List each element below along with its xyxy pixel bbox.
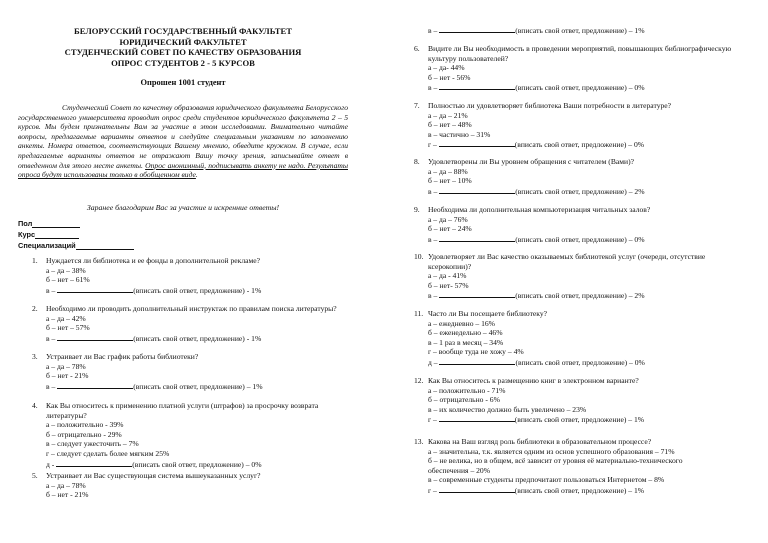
intro-end: . bbox=[195, 170, 198, 180]
answer-blank-line[interactable] bbox=[439, 25, 515, 33]
answer-option[interactable]: а – да – 78% bbox=[46, 361, 86, 371]
question-number: 4. bbox=[32, 401, 38, 410]
answer-option[interactable]: в – частично – 31% bbox=[428, 129, 491, 139]
question-12 bbox=[400, 309, 740, 368]
answer-option[interactable]: а – значительна, т.к. является одним из основ успешного образования – 71% bbox=[428, 446, 675, 456]
answer-option[interactable]: а – да – 76% bbox=[428, 214, 468, 224]
answer-other-prefix: в – bbox=[428, 291, 440, 301]
question-4 bbox=[18, 401, 348, 469]
answer-other-prefix: в – bbox=[46, 333, 58, 343]
answer-other-suffix: (вписать свой ответ, предложение) – 2% bbox=[515, 186, 645, 196]
answer-other[interactable] bbox=[400, 485, 740, 496]
question-label: Как Вы относитесь к применению платной услуги (штрафов) за просрочку возврата литературы? bbox=[46, 401, 319, 420]
question-10 bbox=[400, 205, 740, 244]
question-text bbox=[18, 304, 348, 314]
header-line-1: БЕЛОРУССКИЙ ГОСУДАРСТВЕННЫЙ ФАКУЛЬТЕТ bbox=[74, 26, 292, 36]
answer-option[interactable]: б – не велика, но в общем, всё зависит от уровня её материально-технического bbox=[428, 456, 683, 466]
intro-anonymous-note: Опрос анонимный, подписывать анкету не надо. Результаты опроса будут использованы только в обобщенном виде bbox=[18, 160, 348, 180]
answer-option[interactable]: б – нет – 24% bbox=[428, 224, 472, 234]
question-text bbox=[400, 252, 740, 271]
question-11 bbox=[400, 252, 740, 301]
question-text bbox=[400, 101, 740, 111]
respondents-count: Опрошен 1001 студент bbox=[140, 78, 226, 87]
answer-blank-line[interactable] bbox=[439, 290, 515, 298]
question-number: 3. bbox=[32, 352, 38, 361]
answer-other-suffix: (вписать свой ответ, предложение) – 1% bbox=[515, 26, 645, 35]
answer-other-prefix: г – bbox=[428, 140, 439, 150]
question-text bbox=[400, 309, 740, 319]
answer-blank-line[interactable] bbox=[439, 186, 515, 194]
answer-blank-line[interactable] bbox=[56, 459, 132, 467]
question-number: 9. bbox=[414, 205, 420, 214]
answer-option[interactable]: в – их количество должно быть увеличено – 23% bbox=[428, 404, 587, 414]
gender-field[interactable] bbox=[18, 219, 80, 228]
answer-option[interactable]: а – положительно - 71% bbox=[428, 385, 506, 395]
answer-option[interactable]: в – современные студенты предпочитают пользоваться Интернетом – 8% bbox=[428, 475, 665, 485]
answer-other-prefix: в – bbox=[46, 285, 58, 295]
question-text bbox=[400, 44, 740, 63]
question-label: Видите ли Вы необходимость в проведении мероприятий, повышающих библиографическую культуру пользователей? bbox=[428, 44, 732, 63]
answer-option[interactable]: г – вообще туда не хожу – 4% bbox=[428, 347, 524, 357]
question-1 bbox=[18, 256, 348, 295]
question-text bbox=[18, 256, 348, 266]
answer-option[interactable]: б – отрицательно - 6% bbox=[428, 395, 500, 405]
answer-option[interactable]: а – да - 41% bbox=[428, 271, 467, 281]
question-number: 7. bbox=[414, 101, 420, 110]
question-number: 2. bbox=[32, 304, 38, 313]
intro-text: Студенческий Совет по качеству образования юридического факультета Белорусского государственного университета проводит опрос среди студентов юридического факультета 2 – 5 курсов. Мы будем признательны Вам за участие в этом исследовании. Внимательно читайте вопросы, предлагаемые варианты ответов и следуйте специальным указаниям по заполнению анкеты. Номера ответов, соответствующих Вашему мнению, обведите кружком. В случае, если предлагаемые варианты ответов не отражают Вашу точку зрения, записывайте ответ в отведенном для этого месте анкеты. bbox=[18, 103, 348, 170]
answer-other[interactable] bbox=[400, 290, 740, 301]
answer-blank-line[interactable] bbox=[439, 82, 515, 90]
answer-option[interactable]: б – нет - 21% bbox=[46, 371, 89, 381]
answer-other-suffix: (вписать свой ответ, предложение) – 0% bbox=[515, 234, 645, 244]
specialization-field[interactable] bbox=[18, 241, 134, 250]
answer-blank-line[interactable] bbox=[57, 333, 133, 341]
answer-option[interactable]: б – нет – 61% bbox=[46, 275, 90, 285]
answer-other-suffix: (вписать свой ответ, предложение) – 1% bbox=[514, 415, 645, 425]
answer-other-prefix: г – bbox=[428, 415, 439, 425]
question-label: Удовлетворены ли Вы уровнем обращения с читателем (Вами)? bbox=[428, 157, 635, 166]
thanks-text: Заранее благодарим Вас за участие и искренние ответы! bbox=[86, 203, 280, 212]
answer-other-suffix: (вписать свой ответ, предложение) – 0% bbox=[515, 83, 645, 93]
question-6 bbox=[400, 25, 740, 36]
answer-option[interactable]: б – нет – 57% bbox=[46, 323, 90, 333]
question-number: 5. bbox=[32, 471, 38, 480]
answer-option[interactable]: б – отрицательно - 29% bbox=[46, 429, 122, 439]
answer-other-prefix: в – bbox=[428, 83, 440, 93]
answer-option[interactable]: а – да – 78% bbox=[46, 480, 86, 490]
answer-other[interactable] bbox=[400, 186, 740, 197]
question-8 bbox=[400, 101, 740, 150]
answer-other-suffix: (вписать свой ответ, предложение) - 1% bbox=[133, 285, 262, 295]
answer-option[interactable]: б – нет – 48% bbox=[428, 120, 472, 130]
question-text bbox=[400, 205, 740, 215]
question-number: 1. bbox=[32, 256, 38, 265]
question-2 bbox=[18, 304, 348, 343]
answer-option[interactable]: а – да – 21% bbox=[428, 110, 468, 120]
question-7 bbox=[400, 44, 740, 93]
answer-other-prefix: в – bbox=[46, 381, 58, 391]
answer-other[interactable] bbox=[400, 414, 740, 425]
answer-option[interactable]: б – нет- 57% bbox=[428, 280, 469, 290]
answer-option[interactable]: а – положительно - 39% bbox=[46, 420, 124, 430]
answer-other-prefix: д – bbox=[428, 357, 440, 367]
question-5 bbox=[18, 471, 348, 500]
question-text bbox=[18, 471, 348, 481]
answer-blank-line[interactable] bbox=[439, 414, 515, 422]
answer-other-suffix: (вписать свой ответ, предложение) – 0% bbox=[132, 459, 262, 469]
header-line-4: ОПРОС СТУДЕНТОВ 2 - 5 КУРСОВ bbox=[111, 57, 255, 68]
question-14 bbox=[400, 437, 740, 496]
answer-blank-line[interactable] bbox=[439, 357, 515, 365]
question-label: Полностью ли удовлетворяет библиотека Ваши потребности в литературе? bbox=[428, 101, 672, 110]
question-label: Нуждается ли библиотека и ее фонды в дополнительной рекламе? bbox=[46, 256, 261, 265]
answer-other-suffix: (вписать свой ответ, предложение) – 1% bbox=[514, 485, 645, 495]
question-label: Устраивает ли Вас график работы библиотеки? bbox=[46, 352, 199, 361]
answer-other[interactable] bbox=[400, 357, 740, 368]
question-text bbox=[400, 437, 740, 447]
answer-other-suffix: (вписать свой ответ, предложение) – 2% bbox=[515, 291, 645, 301]
header-line-2: ЮРИДИЧЕСКИЙ ФАКУЛЬТЕТ bbox=[119, 36, 247, 47]
answer-blank-line[interactable] bbox=[439, 234, 515, 242]
question-label: Необходимо ли проводить дополнительный инструктаж по правилам поиска литературы? bbox=[46, 304, 337, 313]
question-text bbox=[400, 376, 740, 386]
answer-other-prefix: в – bbox=[428, 186, 440, 196]
question-text bbox=[18, 352, 348, 362]
gender-line[interactable] bbox=[32, 219, 80, 228]
answer-blank-line[interactable] bbox=[57, 285, 133, 293]
answer-other-suffix: (вписать свой ответ, предложение) – 0% bbox=[514, 140, 645, 150]
answer-other-prefix: д - bbox=[46, 459, 57, 469]
question-3 bbox=[18, 352, 348, 391]
answer-option[interactable]: в – 1 раз в месяц – 34% bbox=[428, 337, 504, 347]
answer-other[interactable] bbox=[18, 285, 348, 296]
answer-option[interactable]: б – нет – 10% bbox=[428, 176, 472, 186]
answer-option[interactable]: а – да – 38% bbox=[46, 265, 86, 275]
course-line[interactable] bbox=[35, 230, 79, 239]
answer-blank-line[interactable] bbox=[439, 485, 515, 493]
answer-option[interactable]: в – следует ужесточить – 7% bbox=[46, 439, 139, 449]
question-number: 11. bbox=[414, 309, 424, 318]
question-label: Удовлетворяет ли Вас качество оказываемых библиотекой услуг (очереди, отсутствие ксерокопии)? bbox=[428, 252, 706, 271]
answer-blank-line[interactable] bbox=[57, 381, 133, 389]
question-9 bbox=[400, 157, 740, 196]
answer-other[interactable] bbox=[18, 333, 348, 344]
answer-option[interactable]: а – ежедневно – 16% bbox=[428, 318, 496, 328]
answer-option[interactable]: г – следует сделать более мягким 25% bbox=[46, 448, 170, 458]
question-text bbox=[18, 401, 348, 420]
question-number: 13. bbox=[414, 437, 424, 446]
specialization-label: Специализаций bbox=[18, 241, 76, 250]
answer-blank-line[interactable] bbox=[439, 139, 515, 147]
question-number: 8. bbox=[414, 157, 420, 166]
answer-other[interactable] bbox=[400, 139, 740, 150]
question-label: Какова на Ваш взгляд роль библиотеки в образовательном процессе? bbox=[428, 437, 652, 446]
answer-option[interactable]: а – да – 88% bbox=[428, 166, 468, 176]
specialization-line[interactable] bbox=[76, 241, 134, 250]
answer-option[interactable]: а – да – 42% bbox=[46, 313, 86, 323]
question-13 bbox=[400, 376, 740, 425]
answer-option[interactable]: б – нет - 21% bbox=[46, 490, 89, 500]
answer-option[interactable]: обеспечения – 20% bbox=[428, 465, 491, 475]
question-number: 6. bbox=[414, 44, 420, 53]
answer-option[interactable]: б – еженедельно – 46% bbox=[428, 328, 503, 338]
answer-other-suffix: (вписать свой ответ, предложение) – 1% bbox=[133, 381, 263, 391]
course-label: Курс bbox=[18, 230, 36, 239]
answer-option[interactable]: б – нет - 56% bbox=[428, 72, 471, 82]
answer-other[interactable] bbox=[400, 82, 740, 93]
answer-other-suffix: (вписать свой ответ, предложение) - 1% bbox=[133, 333, 262, 343]
answer-other[interactable] bbox=[400, 234, 740, 245]
question-text bbox=[400, 157, 740, 167]
answer-other[interactable] bbox=[400, 25, 740, 36]
answer-other-prefix: в – bbox=[428, 26, 440, 35]
answer-other-suffix: (вписать свой ответ, предложение) – 0% bbox=[515, 357, 645, 367]
question-label: Необходима ли дополнительная компьютеризация читальных залов? bbox=[428, 205, 651, 214]
document-header bbox=[18, 26, 348, 68]
question-label: Устраивает ли Вас существующая система вышеуказанных услуг? bbox=[46, 471, 261, 480]
question-number: 12. bbox=[414, 376, 424, 385]
course-field[interactable] bbox=[18, 230, 79, 239]
question-label: Как Вы относитесь к размещению книг в электронном варианте? bbox=[428, 376, 639, 385]
gender-label: Пол bbox=[18, 219, 33, 228]
answer-option[interactable]: а – да- 44% bbox=[428, 63, 465, 73]
answer-other[interactable] bbox=[18, 381, 348, 392]
intro-paragraph bbox=[18, 103, 348, 180]
answer-other-prefix: г – bbox=[428, 485, 439, 495]
question-label: Часто ли Вы посещаете библиотеку? bbox=[428, 309, 548, 318]
header-line-3: СТУДЕНЧЕСКИЙ СОВЕТ ПО КАЧЕСТВУ ОБРАЗОВАНИЯ bbox=[64, 47, 302, 57]
answer-other-prefix: в – bbox=[428, 234, 440, 244]
answer-other[interactable] bbox=[18, 459, 348, 470]
question-number: 10. bbox=[414, 252, 424, 261]
